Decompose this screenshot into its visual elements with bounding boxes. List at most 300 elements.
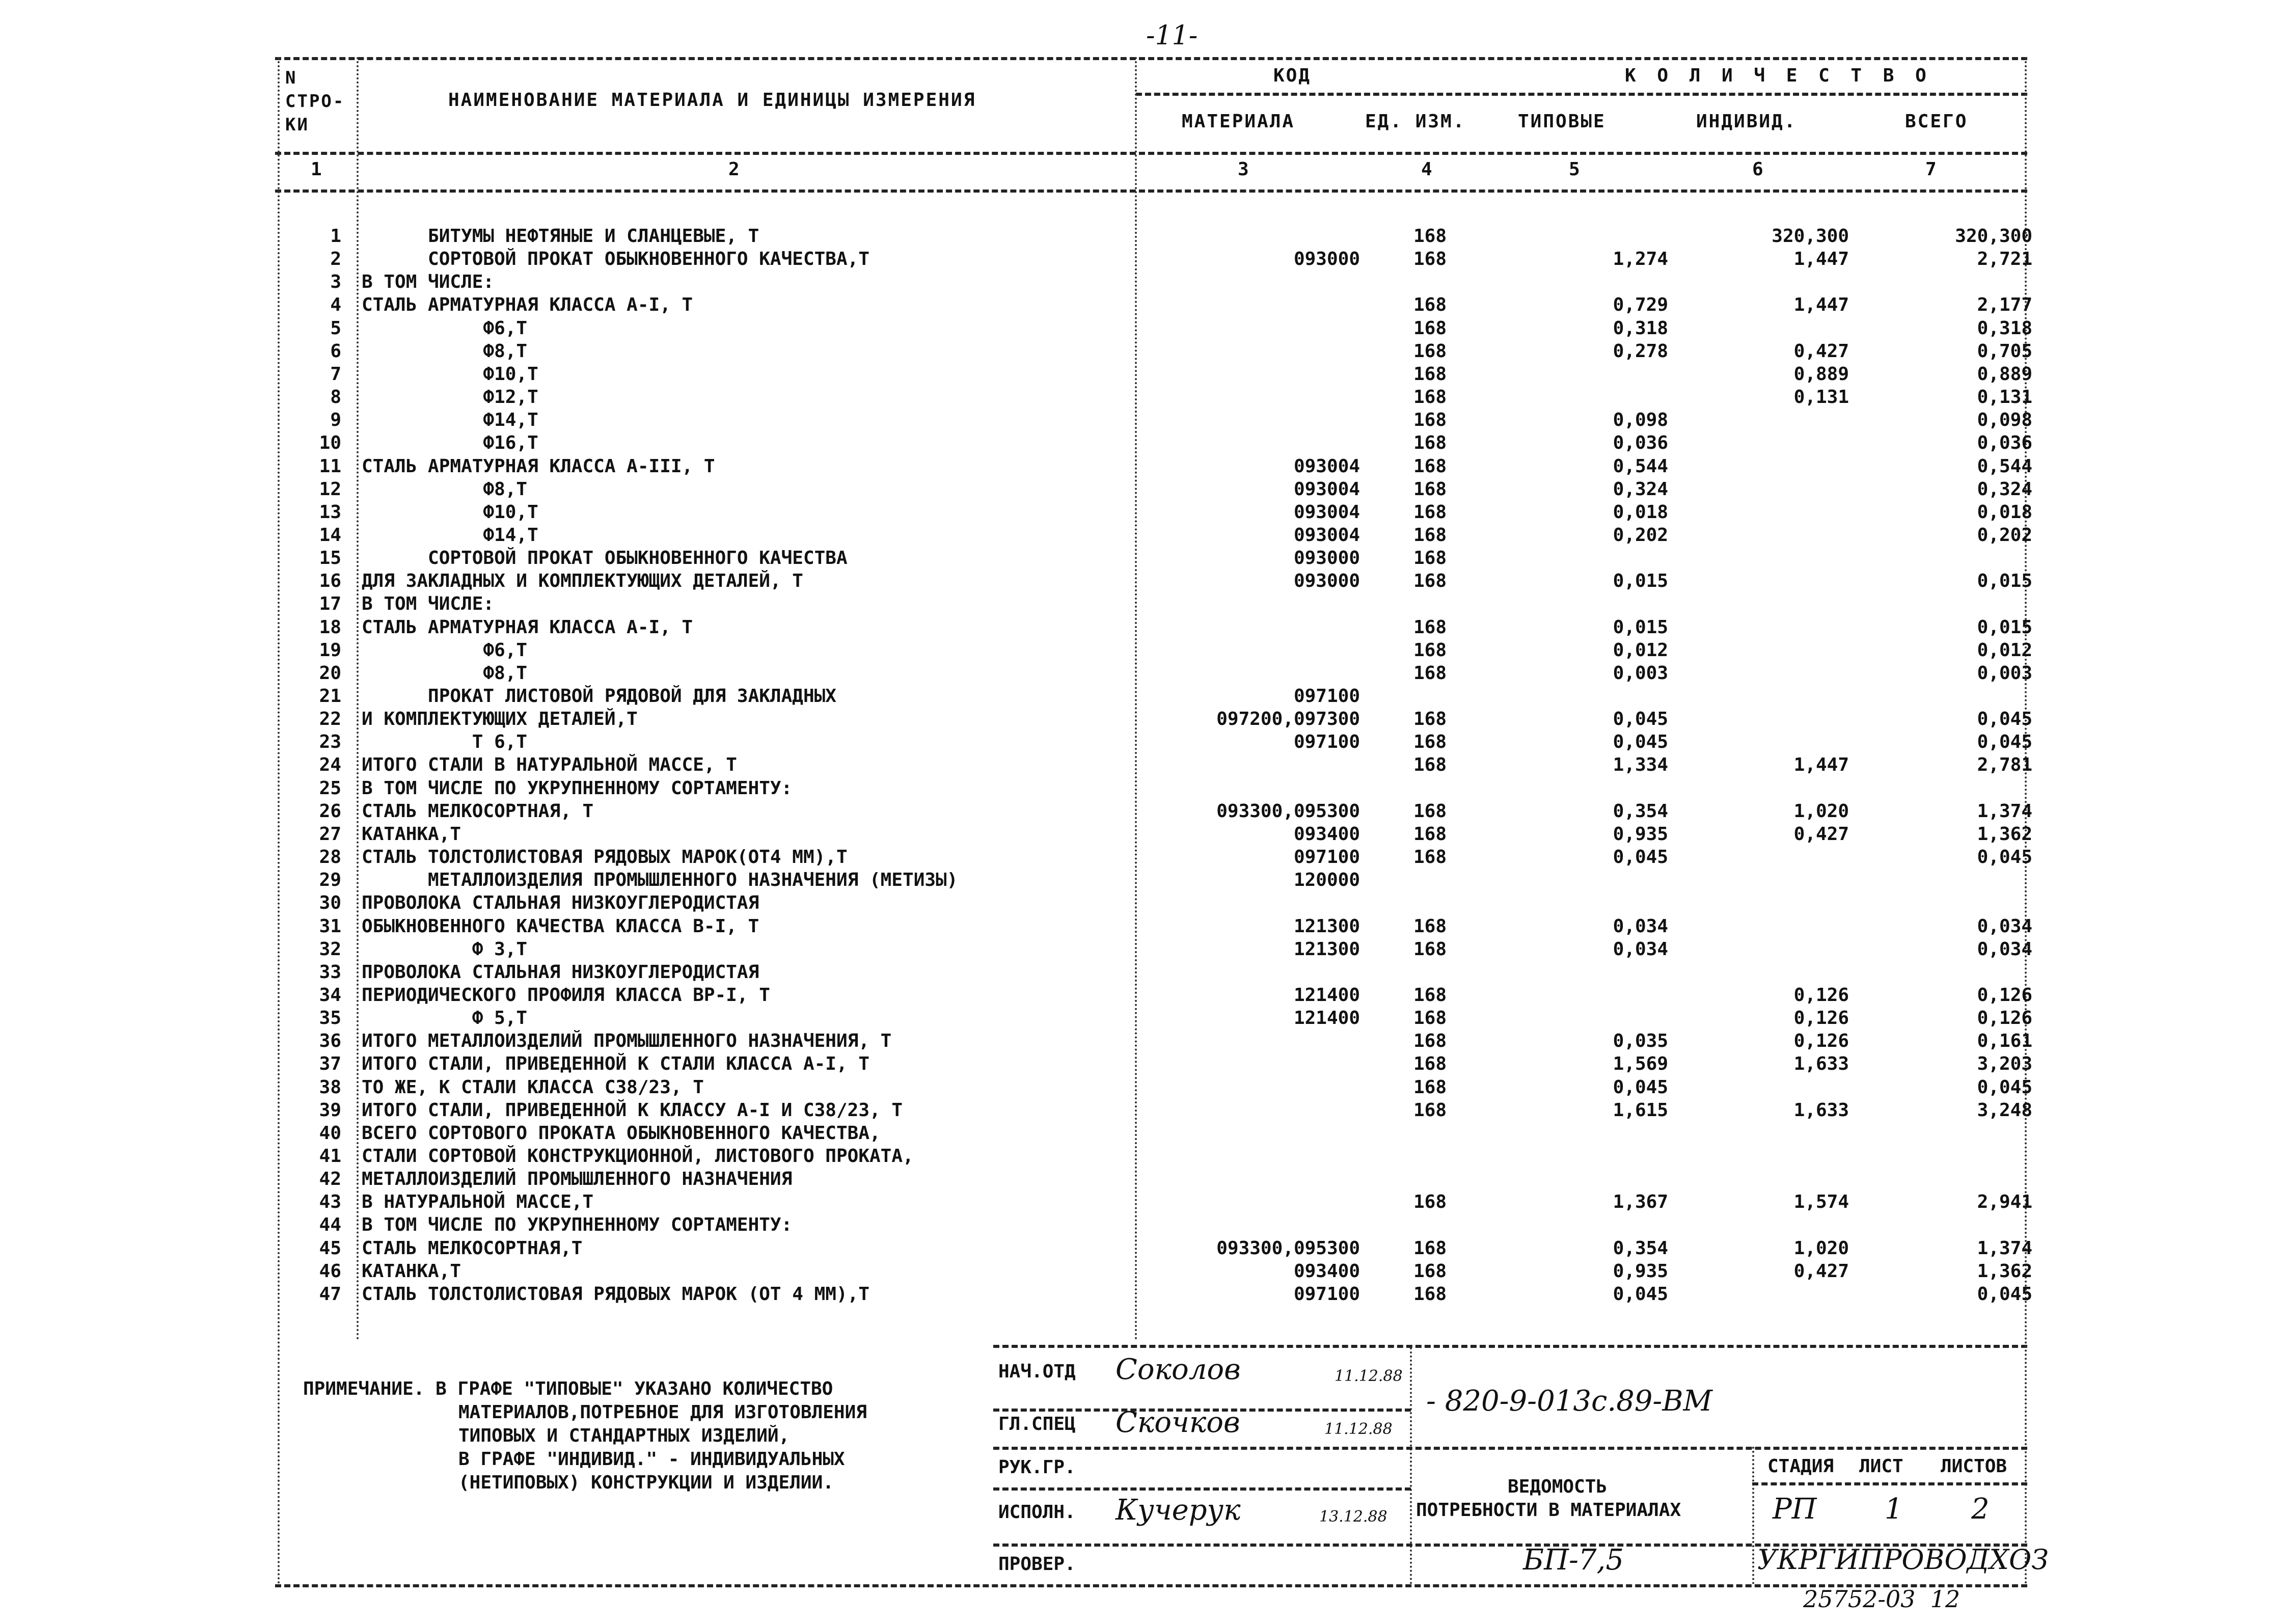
row-number: 4 (330, 294, 341, 316)
qty-typical: 1,615 (1613, 1099, 1668, 1121)
material-name: СТАЛЬ ТОЛСТОЛИСТОВАЯ РЯДОВЫХ МАРОК(ОТ4 ММ),Т (362, 847, 848, 868)
unit-code: 168 (1413, 1237, 1447, 1259)
material-name: ПРОКАТ ЛИСТОВОЙ РЯДОВОЙ ДЛЯ ЗАКЛАДНЫХ (362, 686, 836, 707)
qty-total: 1,362 (1977, 823, 2032, 845)
table-row (0, 892, 2286, 915)
col-number-1: 1 (311, 159, 323, 180)
material-code: 093004 (1293, 501, 1360, 523)
unit-code: 168 (1413, 732, 1447, 753)
material-name: Ф10,Т (362, 501, 538, 523)
qty-typical: 0,045 (1613, 732, 1668, 753)
row-number: 28 (319, 847, 341, 868)
stamp-stage-label: СТАДИЯ (1767, 1456, 1834, 1477)
material-code: 093400 (1293, 823, 1360, 845)
material-name: ИТОГО СТАЛИ, ПРИВЕДЕННОЙ К КЛАССУ А-I И С38/23, Т (362, 1099, 903, 1121)
table-row (0, 226, 2286, 249)
table-row (0, 410, 2286, 432)
qty-individual: 0,427 (1793, 823, 1849, 845)
row-number: 25 (319, 777, 341, 799)
row-number: 22 (319, 709, 341, 730)
row-number: 19 (319, 639, 341, 661)
qty-total: 0,018 (1977, 501, 2032, 523)
qty-total: 0,015 (1977, 571, 2032, 592)
material-name: СТАЛЬ АРМАТУРНАЯ КЛАССА А-I, Т (362, 616, 693, 638)
row-number: 33 (319, 961, 341, 983)
material-code: 093300,095300 (1216, 1237, 1360, 1259)
row-number: 34 (319, 984, 341, 1006)
material-name: Ф8,Т (362, 478, 528, 500)
material-name: Ф 3,Т (362, 938, 528, 960)
qty-total: 0,544 (1977, 455, 2032, 477)
qty-individual: 1,447 (1793, 294, 1849, 316)
material-name: В ТОМ ЧИСЛЕ: (362, 272, 495, 293)
header-row-number: N СТРО- КИ (285, 68, 345, 135)
table-top-border (275, 57, 2027, 60)
table-row (0, 1031, 2286, 1053)
table-row (0, 479, 2286, 502)
qty-typical: 1,334 (1613, 754, 1668, 776)
unit-code: 168 (1413, 478, 1447, 500)
stamp-sheet-value: 1 (1885, 1493, 1903, 1526)
qty-total: 1,374 (1977, 1237, 2032, 1259)
stamp-document-code: - 820-9-013с.89-ВМ (1426, 1385, 1712, 1418)
qty-individual: 0,126 (1793, 1008, 1849, 1029)
stamp-chief-spec-date: 11.12.88 (1324, 1420, 1393, 1438)
table-row (0, 571, 2286, 593)
inventory-number: 25752-03 12 (1803, 1585, 1961, 1613)
unit-code: 168 (1413, 524, 1447, 546)
unit-code: 168 (1413, 847, 1447, 868)
material-code: 121400 (1293, 1008, 1360, 1029)
material-name: И КОМПЛЕКТУЮЩИХ ДЕТАЛЕЙ,Т (362, 709, 638, 730)
row-number: 32 (319, 938, 341, 960)
table-row (0, 916, 2286, 939)
row-number: 47 (319, 1283, 341, 1305)
table-row (0, 1284, 2286, 1307)
material-name: МЕТАЛЛОИЗДЕЛИЯ ПРОМЫШЛЕННОГО НАЗНАЧЕНИЯ (МЕТИЗЫ) (362, 870, 958, 891)
material-name: СТАЛЬ АРМАТУРНАЯ КЛАССА А-I, Т (362, 294, 693, 316)
row-number: 18 (319, 616, 341, 638)
qty-individual: 1,020 (1793, 800, 1849, 822)
unit-code: 168 (1413, 340, 1447, 362)
row-number: 20 (319, 662, 341, 684)
table-row (0, 1238, 2286, 1261)
qty-individual: 1,447 (1793, 754, 1849, 776)
qty-typical: 0,036 (1613, 432, 1668, 454)
qty-typical: 0,935 (1613, 1260, 1668, 1282)
unit-code: 168 (1413, 709, 1447, 730)
qty-typical: 0,202 (1613, 524, 1668, 546)
table-row (0, 824, 2286, 847)
qty-total: 320,300 (1955, 226, 2032, 247)
header-code-material: МАТЕРИАЛА (1182, 111, 1295, 132)
note-line-3: ТИПОВЫХ И СТАНДАРТНЫХ ИЗДЕЛИЙ, (458, 1425, 790, 1446)
col-number-7: 7 (1925, 159, 1938, 180)
material-name: КАТАНКА,Т (362, 823, 461, 845)
row-number: 40 (319, 1122, 341, 1144)
unit-code: 168 (1413, 1031, 1447, 1052)
unit-code: 168 (1413, 432, 1447, 454)
table-row (0, 1053, 2286, 1076)
table-row (0, 1100, 2286, 1123)
qty-typical: 0,018 (1613, 501, 1668, 523)
stamp-sheets-label: ЛИСТОВ (1941, 1456, 2007, 1477)
qty-typical: 0,034 (1613, 938, 1668, 960)
material-code: 097100 (1293, 847, 1360, 868)
stamp-line-3 (993, 1487, 1411, 1491)
stamp-line-4 (1752, 1482, 2027, 1485)
row-number: 38 (319, 1076, 341, 1098)
unit-code: 168 (1413, 455, 1447, 477)
qty-typical: 1,367 (1613, 1192, 1668, 1213)
table-row (0, 1214, 2286, 1237)
row-number: 21 (319, 686, 341, 707)
stamp-sheet-label: ЛИСТ (1859, 1456, 1903, 1477)
note-line-2: МАТЕРИАЛОВ,ПОТРЕБНОЕ ДЛЯ ИЗГОТОВЛЕНИЯ (458, 1402, 867, 1423)
table-row (0, 294, 2286, 317)
material-code: 121300 (1293, 915, 1360, 937)
qty-total: 0,045 (1977, 1283, 2032, 1305)
header-quantity-group: К О Л И Ч Е С Т В О (1625, 65, 1931, 86)
unit-code: 168 (1413, 1099, 1447, 1121)
unit-code: 168 (1413, 294, 1447, 316)
header-code-group: КОД (1273, 65, 1312, 86)
qty-typical: 0,354 (1613, 1237, 1668, 1259)
table-row (0, 432, 2286, 455)
qty-individual: 1,447 (1793, 249, 1849, 270)
qty-total: 1,362 (1977, 1260, 2032, 1282)
material-name: Ф8,Т (362, 662, 528, 684)
material-name: СТАЛЬ ТОЛСТОЛИСТОВАЯ РЯДОВЫХ МАРОК (ОТ 4 ММ),Т (362, 1283, 869, 1305)
table-row (0, 709, 2286, 732)
qty-individual: 0,131 (1793, 387, 1849, 408)
stamp-title-line-2: ПОТРЕБНОСТИ В МАТЕРИАЛАХ (1416, 1500, 1681, 1521)
table-row (0, 847, 2286, 870)
row-number: 36 (319, 1031, 341, 1052)
unit-code: 168 (1413, 1076, 1447, 1098)
unit-code: 168 (1413, 1008, 1447, 1029)
row-number: 45 (319, 1237, 341, 1259)
unit-code: 168 (1413, 1260, 1447, 1282)
row-number: 17 (319, 593, 341, 615)
row-number: 31 (319, 915, 341, 937)
col-number-2: 2 (728, 159, 741, 180)
qty-total: 0,034 (1977, 915, 2032, 937)
qty-total: 0,003 (1977, 662, 2032, 684)
note-line-4: В ГРАФЕ "ИНДИВИД." - ИНДИВИДУАЛЬНЫХ (458, 1449, 845, 1470)
col-number-5: 5 (1569, 159, 1582, 180)
table-row (0, 985, 2286, 1008)
table-row (0, 593, 2286, 616)
material-name: ОБЫКНОВЕННОГО КАЧЕСТВА КЛАССА В-I, Т (362, 915, 759, 937)
table-row (0, 1261, 2286, 1284)
stamp-chief-spec-name: Скочков (1115, 1406, 1240, 1439)
qty-total: 0,045 (1977, 1076, 2032, 1098)
qty-total: 0,126 (1977, 1008, 2032, 1029)
qty-typical: 0,729 (1613, 294, 1668, 316)
material-name: В ТОМ ЧИСЛЕ: (362, 593, 495, 615)
row-number: 8 (330, 387, 341, 408)
qty-typical: 1,569 (1613, 1053, 1668, 1075)
row-number: 24 (319, 754, 341, 776)
table-row (0, 754, 2286, 777)
table-row (0, 1192, 2286, 1214)
table-row (0, 939, 2286, 962)
row-number: 43 (319, 1192, 341, 1213)
material-name: ДЛЯ ЗАКЛАДНЫХ И КОМПЛЕКТУЮЩИХ ДЕТАЛЕЙ, Т (362, 571, 803, 592)
header-split-line (1136, 93, 2027, 96)
stamp-checker-label: ПРОВЕР. (998, 1554, 1076, 1575)
material-name: Ф14,Т (362, 524, 538, 546)
qty-total: 0,126 (1977, 984, 2032, 1006)
qty-individual: 0,427 (1793, 340, 1849, 362)
table-row (0, 686, 2286, 709)
table-bottom-border (275, 1584, 2027, 1587)
qty-total: 0,012 (1977, 639, 2032, 661)
stamp-object: БП-7,5 (1523, 1544, 1624, 1577)
material-code: 097200,097300 (1216, 709, 1360, 730)
qty-typical: 0,278 (1613, 340, 1668, 362)
qty-total: 0,045 (1977, 847, 2032, 868)
table-row (0, 502, 2286, 525)
material-name: Ф16,Т (362, 432, 538, 454)
qty-total: 0,034 (1977, 938, 2032, 960)
qty-typical: 0,045 (1613, 1076, 1668, 1098)
table-row (0, 870, 2286, 892)
row-number: 39 (319, 1099, 341, 1121)
row-number: 6 (330, 340, 341, 362)
material-code: 093004 (1293, 524, 1360, 546)
table-row (0, 778, 2286, 801)
row-number: 9 (330, 410, 341, 431)
qty-typical: 0,544 (1613, 455, 1668, 477)
qty-individual: 0,889 (1793, 363, 1849, 385)
qty-individual: 1,574 (1793, 1192, 1849, 1213)
table-row (0, 525, 2286, 548)
material-name: Ф10,Т (362, 363, 538, 385)
row-number: 16 (319, 571, 341, 592)
table-row (0, 272, 2286, 294)
qty-total: 0,015 (1977, 616, 2032, 638)
qty-typical: 0,034 (1613, 915, 1668, 937)
material-name: В ТОМ ЧИСЛЕ ПО УКРУПНЕННОМУ СОРТАМЕНТУ: (362, 777, 793, 799)
material-code: 097100 (1293, 1283, 1360, 1305)
material-name: Ф8,Т (362, 340, 528, 362)
unit-code: 168 (1413, 387, 1447, 408)
unit-code: 168 (1413, 938, 1447, 960)
material-code: 093000 (1293, 548, 1360, 569)
row-number: 10 (319, 432, 341, 454)
qty-total: 0,045 (1977, 732, 2032, 753)
material-name: ПЕРИОДИЧЕСКОГО ПРОФИЛЯ КЛАССА ВР-I, Т (362, 984, 770, 1006)
row-number: 29 (319, 870, 341, 891)
row-number: 2 (330, 249, 341, 270)
material-code: 097100 (1293, 686, 1360, 707)
qty-typical: 0,324 (1613, 478, 1668, 500)
stamp-head-dept-date: 11.12.88 (1335, 1367, 1403, 1385)
row-number: 12 (319, 478, 341, 500)
table-row (0, 1077, 2286, 1100)
material-name: ИТОГО МЕТАЛЛОИЗДЕЛИЙ ПРОМЫШЛЕННОГО НАЗНАЧЕНИЯ, Т (362, 1031, 892, 1052)
stamp-organization: УКРГИПРОВОДХОЗ (1757, 1544, 2049, 1576)
unit-code: 168 (1413, 410, 1447, 431)
note-line-5: (НЕТИПОВЫХ) КОНСТРУКЦИИ И ИЗДЕЛИИ. (458, 1472, 834, 1493)
material-name: ТО ЖЕ, К СТАЛИ КЛАССА С38/23, Т (362, 1076, 704, 1098)
qty-total: 0,131 (1977, 387, 2032, 408)
material-name: Ф12,Т (362, 387, 538, 408)
qty-typical: 0,098 (1613, 410, 1668, 431)
qty-total: 1,374 (1977, 800, 2032, 822)
material-name: ИТОГО СТАЛИ, ПРИВЕДЕННОЙ К СТАЛИ КЛАССА А-I, Т (362, 1053, 869, 1075)
qty-individual: 320,300 (1772, 226, 1849, 247)
table-row (0, 801, 2286, 824)
unit-code: 168 (1413, 616, 1447, 638)
qty-individual: 0,427 (1793, 1260, 1849, 1282)
stamp-top-border (993, 1345, 2027, 1348)
table-row (0, 1169, 2286, 1192)
qty-typical: 0,015 (1613, 571, 1668, 592)
qty-total: 2,721 (1977, 249, 2032, 270)
material-name: СТАЛИ СОРТОВОЙ КОНСТРУКЦИОННОЙ, ЛИСТОВОГО ПРОКАТА, (362, 1146, 914, 1167)
qty-total: 0,202 (1977, 524, 2032, 546)
material-name: СОРТОВОЙ ПРОКАТ ОБЫКНОВЕННОГО КАЧЕСТВА (362, 548, 848, 569)
unit-code: 168 (1413, 754, 1447, 776)
table-row (0, 962, 2286, 985)
material-name: СТАЛЬ АРМАТУРНАЯ КЛАССА А-III, Т (362, 455, 715, 477)
table-row (0, 341, 2286, 364)
qty-typical: 0,045 (1613, 847, 1668, 868)
stamp-stage-value: РП (1773, 1493, 1817, 1526)
row-number: 7 (330, 363, 341, 385)
material-name: ПРОВОЛОКА СТАЛЬНАЯ НИЗКОУГЛЕРОДИСТАЯ (362, 961, 759, 983)
stamp-executor-date: 13.12.88 (1319, 1508, 1387, 1526)
row-number: 46 (319, 1260, 341, 1282)
qty-typical: 0,035 (1613, 1031, 1668, 1052)
row-number: 41 (319, 1146, 341, 1167)
material-name: МЕТАЛЛОИЗДЕЛИЙ ПРОМЫШЛЕННОГО НАЗНАЧЕНИЯ (362, 1169, 793, 1190)
material-code: 093000 (1293, 249, 1360, 270)
table-row (0, 1123, 2286, 1146)
qty-total: 0,036 (1977, 432, 2032, 454)
stamp-head-dept-label: НАЧ.ОТД (998, 1361, 1076, 1382)
header-typical: ТИПОВЫЕ (1518, 111, 1606, 132)
qty-individual: 1,020 (1793, 1237, 1849, 1259)
table-row (0, 456, 2286, 479)
unit-code: 168 (1413, 571, 1447, 592)
qty-typical: 0,045 (1613, 1283, 1668, 1305)
unit-code: 168 (1413, 317, 1447, 339)
table-row (0, 1146, 2286, 1169)
qty-typical: 1,274 (1613, 249, 1668, 270)
material-name: ПРОВОЛОКА СТАЛЬНАЯ НИЗКОУГЛЕРОДИСТАЯ (362, 892, 759, 914)
row-number: 44 (319, 1214, 341, 1236)
material-code: 093400 (1293, 1260, 1360, 1282)
col-number-6: 6 (1752, 159, 1765, 180)
material-name: В ТОМ ЧИСЛЕ ПО УКРУПНЕННОМУ СОРТАМЕНТУ: (362, 1214, 793, 1236)
unit-code: 168 (1413, 662, 1447, 684)
row-number: 35 (319, 1008, 341, 1029)
unit-code: 168 (1413, 984, 1447, 1006)
material-code: 121400 (1293, 984, 1360, 1006)
material-name: КАТАНКА,Т (362, 1260, 461, 1282)
material-name: ВСЕГО СОРТОВОГО ПРОКАТА ОБЫКНОВЕННОГО КАЧЕСТВА, (362, 1122, 881, 1144)
unit-code: 168 (1413, 823, 1447, 845)
table-row (0, 387, 2286, 410)
qty-individual: 1,633 (1793, 1053, 1849, 1075)
qty-total: 3,248 (1977, 1099, 2032, 1121)
unit-code: 168 (1413, 1053, 1447, 1075)
note-line-1: ПРИМЕЧАНИЕ. В ГРАФЕ "ТИПОВЫЕ" УКАЗАНО КОЛИЧЕСТВО (303, 1378, 833, 1399)
stamp-chief-spec-label: ГЛ.СПЕЦ (998, 1414, 1076, 1434)
material-code: 121300 (1293, 938, 1360, 960)
qty-total: 2,941 (1977, 1192, 2032, 1213)
unit-code: 168 (1413, 639, 1447, 661)
table-row (0, 617, 2286, 640)
stamp-group-lead-label: РУК.ГР. (998, 1457, 1076, 1478)
table-row (0, 318, 2286, 341)
stamp-head-dept-name: Соколов (1115, 1353, 1241, 1386)
qty-typical: 0,318 (1613, 317, 1668, 339)
table-row (0, 663, 2286, 686)
unit-code: 168 (1413, 363, 1447, 385)
row-number: 11 (319, 455, 341, 477)
unit-code: 168 (1413, 548, 1447, 569)
material-name: В НАТУРАЛЬНОЙ МАССЕ,Т (362, 1192, 594, 1213)
stamp-executor-label: ИСПОЛН. (998, 1502, 1076, 1523)
header-bottom-border (275, 152, 2027, 155)
qty-typical: 0,045 (1613, 709, 1668, 730)
header-material-name: НАИМЕНОВАНИЕ МАТЕРИАЛА И ЕДИНИЦЫ ИЗМЕРЕНИЯ (448, 90, 976, 111)
qty-typical: 0,012 (1613, 639, 1668, 661)
unit-code: 168 (1413, 1283, 1447, 1305)
page-number: -11- (1146, 20, 1198, 51)
qty-typical: 0,015 (1613, 616, 1668, 638)
qty-total: 2,177 (1977, 294, 2032, 316)
table-row (0, 732, 2286, 754)
table-row (0, 364, 2286, 387)
qty-total: 0,705 (1977, 340, 2032, 362)
unit-code: 168 (1413, 249, 1447, 270)
row-number: 14 (319, 524, 341, 546)
material-name: Т 6,Т (362, 732, 528, 753)
material-code: 093300,095300 (1216, 800, 1360, 822)
qty-total: 0,318 (1977, 317, 2032, 339)
qty-total: 2,781 (1977, 754, 2032, 776)
qty-individual: 0,126 (1793, 984, 1849, 1006)
qty-typical: 0,935 (1613, 823, 1668, 845)
row-number: 26 (319, 800, 341, 822)
qty-typical: 0,354 (1613, 800, 1668, 822)
material-code: 120000 (1293, 870, 1360, 891)
qty-total: 0,889 (1977, 363, 2032, 385)
col-number-3: 3 (1238, 159, 1250, 180)
row-number: 42 (319, 1169, 341, 1190)
table-row (0, 548, 2286, 571)
row-number: 37 (319, 1053, 341, 1075)
material-name: Ф6,Т (362, 639, 528, 661)
qty-total: 0,324 (1977, 478, 2032, 500)
stamp-line-2 (993, 1447, 2027, 1450)
header-individual: ИНДИВИД. (1696, 111, 1797, 132)
material-name: СОРТОВОЙ ПРОКАТ ОБЫКНОВЕННОГО КАЧЕСТВА,Т (362, 249, 869, 270)
stamp-divider-left (1410, 1347, 1412, 1584)
unit-code: 168 (1413, 800, 1447, 822)
row-number: 5 (330, 317, 341, 339)
col-number-4: 4 (1421, 159, 1434, 180)
qty-total: 3,203 (1977, 1053, 2032, 1075)
row-number: 15 (319, 548, 341, 569)
material-code: 093000 (1293, 571, 1360, 592)
